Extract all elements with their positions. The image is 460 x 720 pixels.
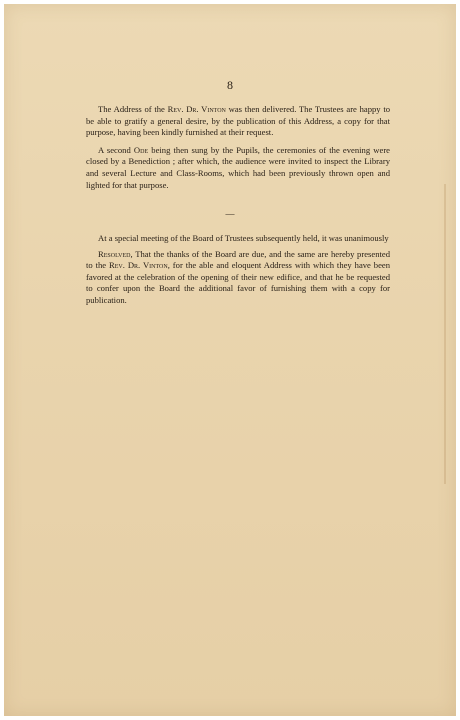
p4-post: , for the able and eloquent Address with which they have been favored at the celebration of the opening of their new edifice, and that he be requested to confer upon the Board the additional favor of furnishing them with a copy for publication. (86, 260, 391, 305)
page-number: 8 (227, 78, 233, 92)
paragraph-resolved (86, 249, 390, 307)
p1-pre: The Address of the (98, 104, 168, 114)
p2-pre: A second (98, 144, 134, 155)
document-page (4, 4, 456, 716)
paragraph-ode-benediction (86, 145, 390, 191)
p2-post: being then sung by the Pupils, the ceremonies of the evening were closed by a Benediction ; after which, the audience were invited to inspect the Library and several Lecture and Class-Rooms, which had been previously thrown open and lighted for that purpose. (86, 144, 390, 190)
p1-post: was then delivered. The Trustees are happy to be able to gratify a general desire, by the publication of this Address, a copy for that purpose, having been kindly furnished at their request. (86, 104, 390, 138)
section-divider: — (225, 209, 235, 219)
text-block-ceremony (86, 104, 390, 197)
text-block-resolution (86, 233, 390, 313)
p4-pre: That the thanks of the Board are due, and the same are hereby presented to the (86, 248, 390, 271)
p3-text: At a special meeting of the Board of Trustees subsequently held, it was unanimously (98, 233, 389, 243)
paragraph-special-meeting (86, 233, 390, 245)
p1-speaker-name: Rev. Dr. Vinton (167, 104, 226, 114)
p4-speaker-name: Rev. Dr. Vinton (109, 260, 168, 271)
paragraph-address-delivered (86, 104, 390, 139)
p2-ode: Ode (133, 144, 149, 155)
p4-resolved: Resolved, (98, 248, 133, 259)
